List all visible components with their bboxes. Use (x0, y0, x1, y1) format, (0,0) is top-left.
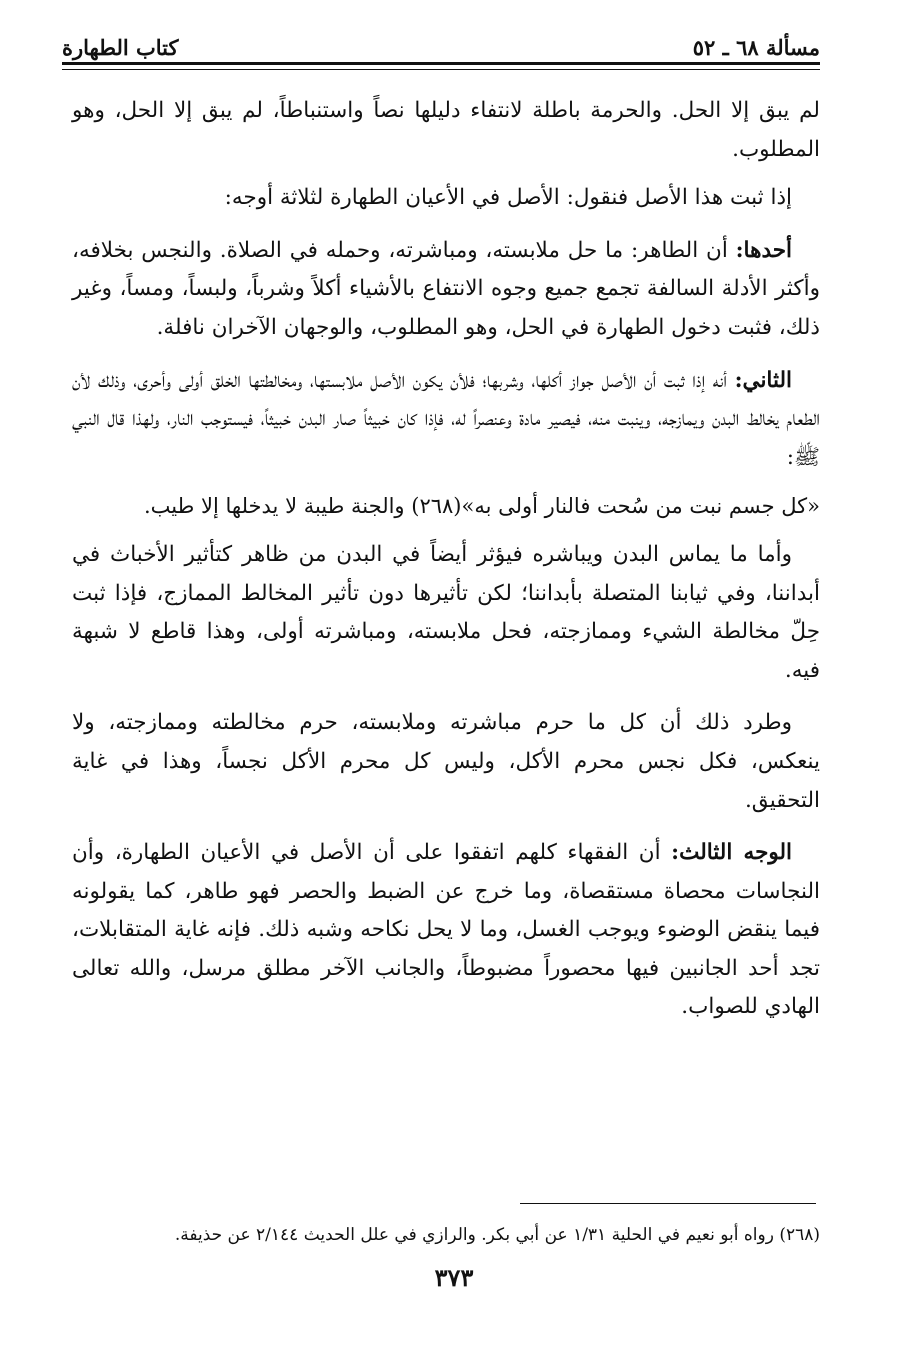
hadith-quote: «كل جسم نبت من سُحت فالنار أولى به»(٢٦٨) والجنة طيبة لا يدخلها إلا طيب. (144, 494, 820, 519)
body-text (72, 92, 820, 1041)
paragraph-2: إذا ثبت هذا الأصل فنقول: الأصل في الأعيان الطهارة لثلاثة أوجه: (224, 185, 792, 211)
header-section-label: مسألة ٦٨ ـ ٥٢ (692, 35, 820, 60)
paragraph-5: وأما ما يماس البدن ويباشره فيؤثر أيضاً في البدن من ظاهر كتأثير الأخباث في أبداننا، وفي ثيابنا المتصلة بأبداننا؛ لكن تأثيرها دون تأثير المخالط الممازج، فإذا ثبت حِلّ مخالطة الشيء وممازجته، فحل ملابسته، ومباشرته أولى، وهذا قاطع لا شبهة فيه. (72, 541, 820, 683)
paragraph-third-aspect (72, 834, 820, 1027)
running-header (62, 28, 820, 60)
second-aspect-heading: الثاني: (734, 367, 792, 393)
paragraph-second-aspect (72, 362, 820, 478)
footnote: (٢٦٨) رواه أبو نعيم في الحلية ١/٣١ عن أبي بكر. والرازي في علل الحديث ٢/١٤٤ عن حذيفة. (174, 1225, 820, 1245)
header-rule-thin (62, 69, 820, 70)
third-aspect-text: أن الفقهاء كلهم اتفقوا على أن الأصل في الأعيان الطهارة، وأن النجاسات محصاة مستقصاة، وما خرج عن الضبط والحصر فهو طاهر، كما يقولونه فيما ينقض الوضوء ويوجب الغسل، وما لا يحل نكاحه وشبه ذلك. فإنه غاية المتقابلات، تجد أحد الجانبين فيها محصوراً مضبوطاً، والجانب الآخر مطلق مرسل، والله تعالى الهادي للصواب. (72, 840, 820, 1020)
footnote-separator (520, 1203, 816, 1204)
paragraph-6: وطرد ذلك أن كل ما حرم مباشرته وملابسته، حرم مخالطته وممازجته، ولا ينعكس، فكل نجس محرم الأكل، وليس كل محرم الأكل نجساً، وهذا في غاية التحقيق. (72, 710, 820, 813)
paragraph-1: لم يبق إلا الحل. والحرمة باطلة لانتفاء دليلها نصاً واستنباطاً، لم يبق إلا الحل، وهو المطلوب. (72, 98, 820, 162)
header-book-title: كتاب الطهارة (62, 35, 179, 60)
header-rule-thick (62, 62, 820, 65)
second-aspect-text: أنه إذا ثبت أن الأصل جواز أكلها، وشربها؛ فلأن يكون الأصل ملابستها، ومخالطتها الخلق أولى وأحرى، وذلك لأن الطعام يخالط البدن ويمازجه، وينبت منه، فيصير مادة وعنصراً له، فإذا كان خبيثاً صار البدن خبيثاً، فيستوجب النار، ولهذا قال النبي ﷺ: (72, 367, 820, 470)
third-aspect-heading: الوجه الثالث: (671, 840, 792, 866)
first-aspect-heading: أحدها: (735, 237, 792, 263)
page-number: ٣٧٣ (434, 1263, 474, 1292)
first-aspect-text: أن الطاهر: ما حل ملابسته، ومباشرته، وحمله في الصلاة. والنجس بخلافه، وأكثر الأدلة السالفة تجمع جميع وجوه الانتفاع بالأشياء أكلاً وشرباً، ولبساً، ومساً، وغير ذلك، فثبت دخول الطهارة في الحل، وهو المطلوب، والوجهان الآخران نافلة. (72, 237, 820, 340)
paragraph-first-aspect (72, 232, 820, 348)
